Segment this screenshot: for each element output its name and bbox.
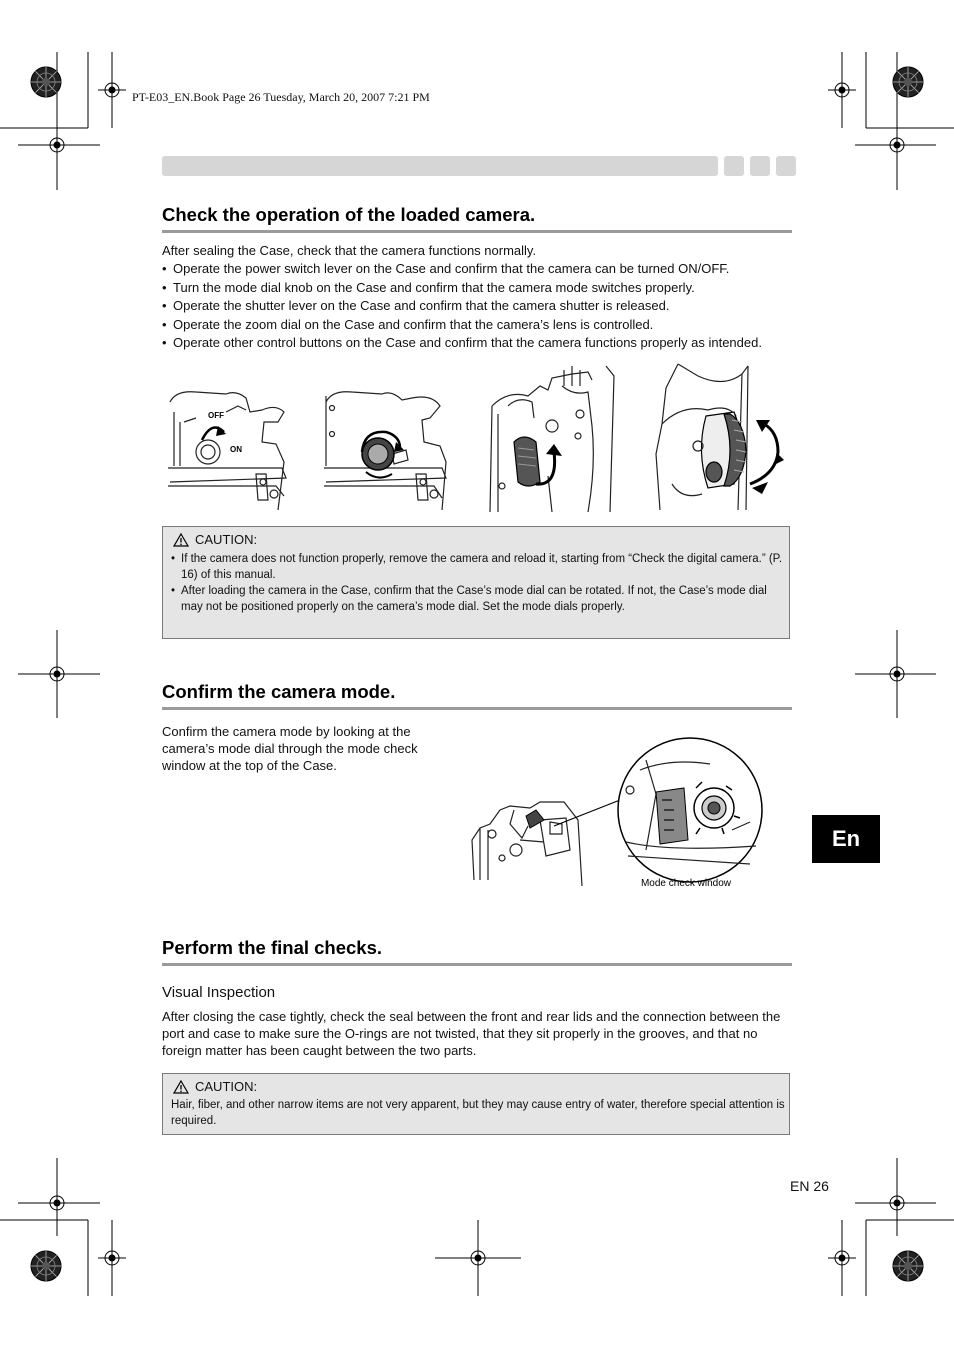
language-tab: En — [812, 815, 880, 863]
caution-item: • After loading the camera in the Case, confirm that the Case’s mode dial can be rotated. If not, the Case’s mode dial may not be positioned properly on the camera’s mode dial. Set the mode dials properly. — [171, 583, 783, 615]
list-item: • Operate the zoom dial on the Case and confirm that the camera’s lens is controlled. — [162, 316, 802, 335]
caution-heading: CAUTION: — [195, 1079, 258, 1094]
shutter-lever-illustration — [488, 366, 618, 512]
intro-text: After sealing the Case, check that the camera functions normally. — [162, 243, 537, 258]
list-item: • Operate other control buttons on the Case and confirm that the camera functions properly as intended. — [162, 334, 802, 353]
caution-box — [162, 526, 790, 639]
warning-icon — [173, 533, 189, 547]
list-item: • Operate the shutter lever on the Case and confirm that the camera shutter is released. — [162, 297, 802, 316]
section-title: Confirm the camera mode. — [162, 681, 396, 702]
header-box — [776, 156, 796, 176]
section-rule — [162, 707, 792, 710]
subheading: Visual Inspection — [162, 984, 276, 1001]
mode-check-window-illustration — [470, 730, 770, 890]
section-title: Check the operation of the loaded camera. — [162, 204, 536, 225]
mode-paragraph: Confirm the camera mode by looking at the camera’s mode dial through the mode check window at the top of the Case. — [162, 724, 418, 773]
inspection-paragraph: After closing the case tightly, check the seal between the front and rear lids and the connection between the port and case to make sure the O-rings are not twisted, that they sit properly in the grooves, and that no foreign matter has been caught between the two parts. — [162, 1009, 781, 1058]
section-title: Perform the final checks. — [162, 937, 383, 958]
header-bar — [162, 156, 718, 176]
print-header: PT-E03_EN.Book Page 26 Tuesday, March 20, 2007 7:21 PM — [132, 90, 430, 104]
caution-box — [162, 1073, 790, 1135]
zoom-dial-illustration — [652, 364, 792, 510]
on-label: ON — [230, 445, 242, 454]
caution-item: • If the camera does not function properly, remove the camera and reload it, starting from “Check the digital camera.” (P. 16) of this manual. — [171, 551, 783, 583]
off-label: OFF — [208, 411, 224, 420]
caution-list — [171, 551, 783, 615]
list-item: • Turn the mode dial knob on the Case and confirm that the camera mode switches properly. — [162, 279, 802, 298]
power-switch-illustration — [166, 382, 296, 512]
caution-heading: CAUTION: — [195, 532, 258, 547]
page-number: EN 26 — [790, 1178, 829, 1194]
section-rule — [162, 963, 792, 966]
header-box — [750, 156, 770, 176]
mode-dial-illustration — [322, 382, 462, 512]
section-rule — [162, 230, 792, 233]
header-box — [724, 156, 744, 176]
warning-icon — [173, 1080, 189, 1094]
check-list — [162, 260, 802, 353]
list-item: • Operate the power switch lever on the Case and confirm that the camera can be turned ON/OFF. — [162, 260, 802, 279]
caution-text: Hair, fiber, and other narrow items are not very apparent, but they may cause entry of water, therefore special attention is required. — [171, 1099, 785, 1127]
figure-caption: Mode check window — [640, 878, 732, 889]
